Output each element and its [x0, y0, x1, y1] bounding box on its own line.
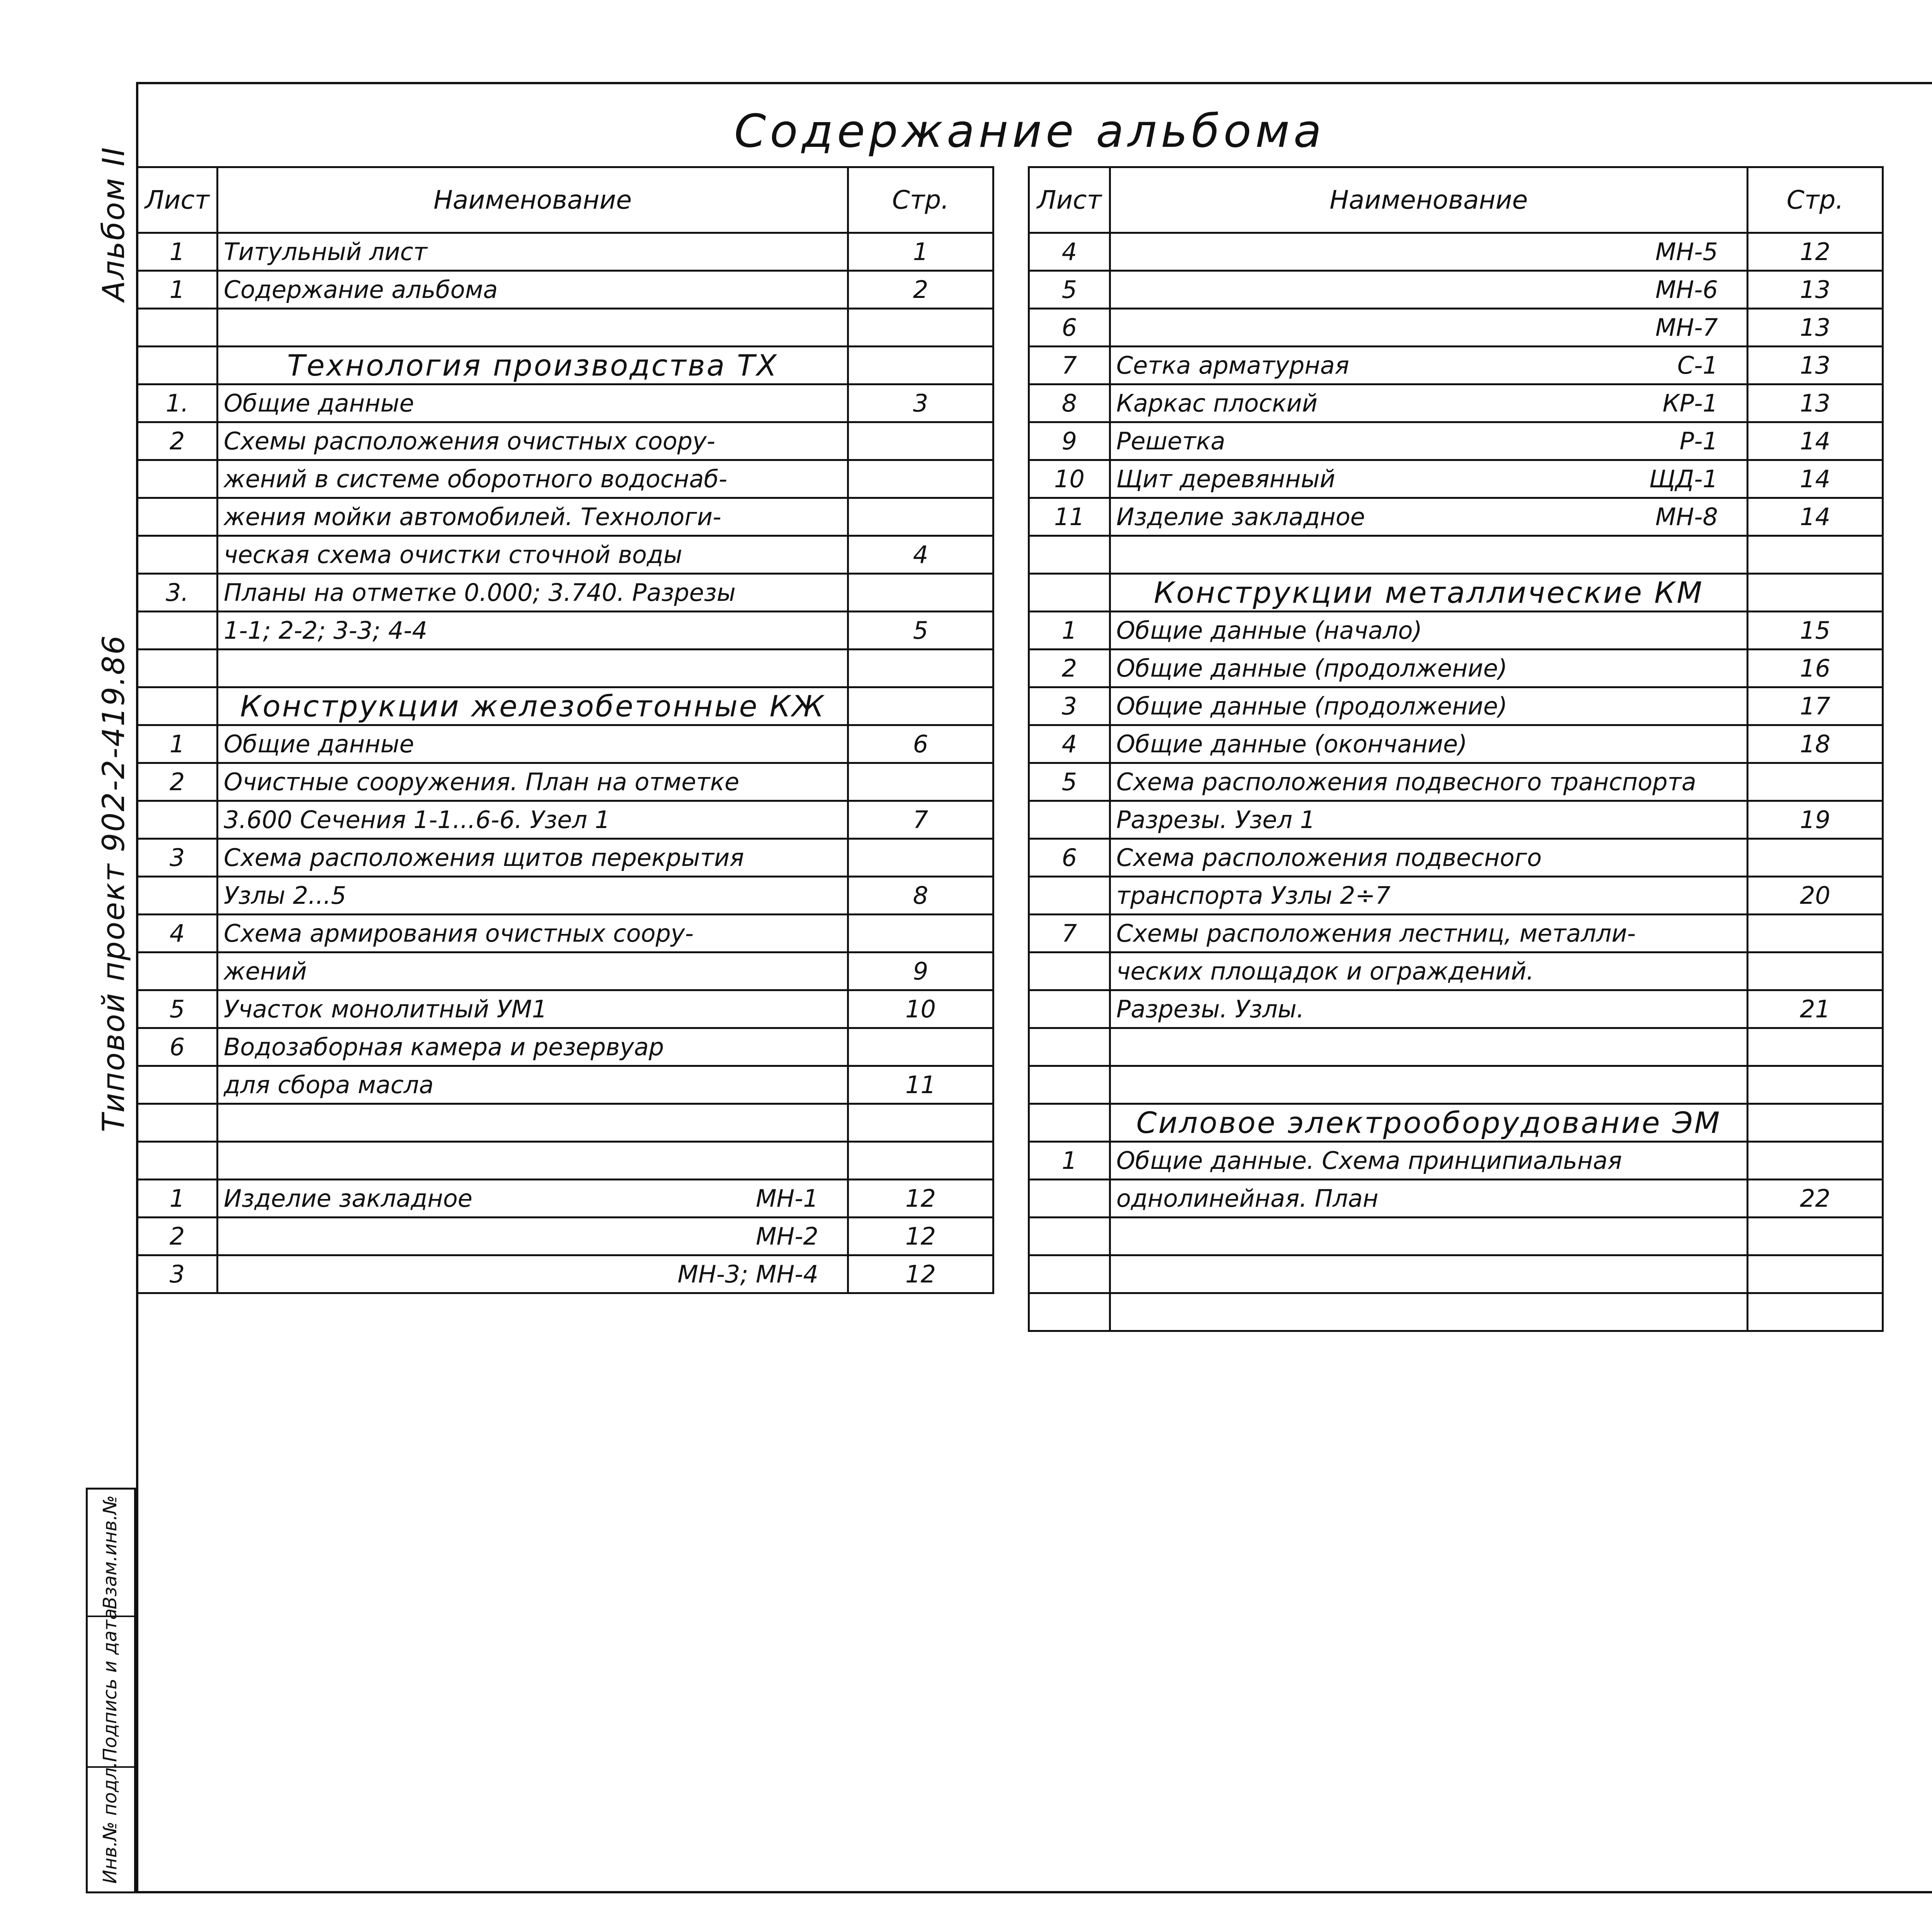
item-name: Планы на отметке 0.000; 3.740. Разрезы	[224, 578, 736, 607]
cell-sheet	[137, 1104, 218, 1142]
cell-sheet: 5	[1029, 271, 1110, 309]
cell-name	[1110, 536, 1748, 574]
table-row	[1029, 915, 1883, 952]
cell-sheet: 9	[1029, 422, 1110, 460]
table-row	[137, 725, 993, 763]
cell-page	[1748, 1142, 1883, 1180]
table-row	[1029, 271, 1883, 309]
item-name: Изделие закладное	[224, 1184, 473, 1213]
cell-name	[218, 612, 848, 650]
cell-name	[1110, 422, 1748, 460]
approval-stamp	[86, 1488, 136, 1893]
item-name: однолинейная. План	[1116, 1184, 1379, 1213]
cell-sheet	[137, 952, 218, 990]
table-row	[137, 233, 993, 271]
cell-name	[1110, 1218, 1748, 1255]
item-name: Схемы расположения очистных соору-	[224, 427, 716, 455]
cell-name	[218, 763, 848, 801]
cell-page: 13	[1748, 347, 1883, 384]
cell-sheet: 2	[137, 422, 218, 460]
cell-sheet: 4	[1029, 725, 1110, 763]
cell-page: 14	[1748, 422, 1883, 460]
item-name: Общие данные (продолжение)	[1116, 654, 1507, 682]
table-row	[1029, 877, 1883, 915]
cell-page: 22	[1748, 1180, 1883, 1218]
section-heading-row	[137, 687, 993, 725]
cell-name	[1110, 1142, 1748, 1180]
table-row	[137, 990, 993, 1028]
cell-name	[218, 725, 848, 763]
cell-sheet: 1	[1029, 1142, 1110, 1180]
cell-sheet: 2	[137, 763, 218, 801]
header-name: Наименование	[1110, 167, 1748, 233]
table-row	[137, 877, 993, 915]
cell-sheet	[137, 347, 218, 384]
item-name: Схема расположения щитов перекрытия	[224, 844, 744, 872]
cell-name	[218, 952, 848, 990]
cell-page: 17	[1748, 687, 1883, 725]
cell-sheet	[137, 612, 218, 650]
cell-sheet: 1	[137, 271, 218, 309]
cell-page: 7	[848, 801, 993, 839]
stamp-label: Подпись и дата	[99, 1608, 121, 1762]
cell-name	[218, 839, 848, 877]
item-name: Решетка	[1116, 427, 1225, 455]
cell-page	[848, 422, 993, 460]
cell-page	[1748, 839, 1883, 877]
cell-sheet	[137, 801, 218, 839]
cell-name	[218, 1218, 848, 1255]
cell-sheet: 1	[1029, 612, 1110, 650]
table-row	[137, 612, 993, 650]
cell-name	[218, 422, 848, 460]
header-page: Стр.	[848, 167, 993, 233]
table-row	[137, 1142, 993, 1180]
stamp-label: Инв.№ подл.	[99, 1762, 121, 1884]
cell-name	[218, 990, 848, 1028]
cell-page: 12	[848, 1255, 993, 1293]
table-row	[137, 915, 993, 952]
header-sheet: Лист	[137, 167, 218, 233]
cell-name	[218, 271, 848, 309]
table-row	[137, 1066, 993, 1104]
cell-sheet	[1029, 574, 1110, 612]
cell-name	[218, 877, 848, 915]
table-row	[1029, 1218, 1883, 1255]
table-row	[137, 650, 993, 687]
cell-name	[1110, 347, 1748, 384]
cell-page: 12	[1748, 233, 1883, 271]
cell-sheet: 2	[137, 1218, 218, 1255]
table-row	[137, 1028, 993, 1066]
cell-page	[1748, 536, 1883, 574]
cell-name	[1110, 839, 1748, 877]
item-name: Общие данные	[224, 389, 414, 417]
cell-page: 8	[848, 877, 993, 915]
header-page: Стр.	[1748, 167, 1883, 233]
item-name: Общие данные	[224, 730, 414, 758]
item-name: Схемы расположения лестниц, металли-	[1116, 919, 1636, 947]
cell-page: 12	[848, 1180, 993, 1218]
cell-sheet	[137, 460, 218, 498]
cell-name	[218, 498, 848, 536]
section-heading-row	[1029, 574, 1883, 612]
cell-name	[1110, 233, 1748, 271]
cell-sheet: 7	[1029, 915, 1110, 952]
album-title: Содержание альбома	[734, 104, 1325, 158]
cell-sheet	[1029, 877, 1110, 915]
cell-sheet	[137, 1142, 218, 1180]
cell-page	[848, 1142, 993, 1180]
cell-sheet: 3	[1029, 687, 1110, 725]
cell-name	[1110, 309, 1748, 347]
cell-sheet	[1029, 990, 1110, 1028]
cell-sheet	[1029, 952, 1110, 990]
cell-sheet: 3.	[137, 574, 218, 612]
item-name: Схема армирования очистных соору-	[224, 919, 694, 947]
cell-name	[218, 309, 848, 347]
table-row	[137, 839, 993, 877]
cell-page	[848, 839, 993, 877]
item-name: Титульный лист	[224, 238, 427, 266]
item-name: Изделие закладное	[1116, 503, 1365, 531]
cell-page: 20	[1748, 877, 1883, 915]
cell-name	[218, 384, 848, 422]
cell-sheet: 8	[1029, 384, 1110, 422]
cell-name	[218, 915, 848, 952]
table-row	[1029, 233, 1883, 271]
table-row	[137, 536, 993, 574]
item-mark: МН-6	[1655, 276, 1718, 304]
cell-sheet: 4	[137, 915, 218, 952]
cell-page	[848, 347, 993, 384]
table-row	[1029, 990, 1883, 1028]
item-name: Схема расположения подвесного транспорта	[1116, 768, 1696, 796]
cell-name	[218, 1180, 848, 1218]
cell-page: 19	[1748, 801, 1883, 839]
cell-sheet: 4	[1029, 233, 1110, 271]
cell-name	[218, 233, 848, 271]
cell-name	[1110, 990, 1748, 1028]
table-row	[1029, 460, 1883, 498]
cell-sheet: 5	[137, 990, 218, 1028]
cell-sheet	[1029, 1028, 1110, 1066]
cell-sheet	[1029, 1293, 1110, 1331]
stamp-cell	[88, 1762, 134, 1891]
item-name: Каркас плоский	[1116, 389, 1318, 417]
cell-sheet: 2	[1029, 650, 1110, 687]
table-row	[137, 801, 993, 839]
cell-sheet	[137, 498, 218, 536]
cell-name	[1110, 384, 1748, 422]
side-album-label: Альбом II	[97, 146, 131, 301]
item-name: 1-1; 2-2; 3-3; 4-4	[224, 616, 427, 645]
cell-page	[848, 574, 993, 612]
cell-sheet	[1029, 1218, 1110, 1255]
table-row	[1029, 384, 1883, 422]
cell-name	[218, 574, 848, 612]
table-row	[1029, 725, 1883, 763]
cell-sheet	[1029, 1066, 1110, 1104]
table-row	[1029, 839, 1883, 877]
cell-page	[848, 460, 993, 498]
cell-page	[848, 915, 993, 952]
section-heading: Технология производства ТХ	[218, 347, 848, 384]
item-mark: МН-8	[1655, 503, 1718, 531]
cell-name	[1110, 271, 1748, 309]
cell-sheet	[137, 687, 218, 725]
item-name: для сбора масла	[224, 1071, 434, 1099]
cell-name	[1110, 725, 1748, 763]
table-row	[1029, 952, 1883, 990]
cell-sheet: 3	[137, 1255, 218, 1293]
item-name: Сетка арматурная	[1116, 351, 1349, 379]
cell-name	[218, 1255, 848, 1293]
cell-name	[1110, 801, 1748, 839]
cell-name	[1110, 687, 1748, 725]
table-header-row	[137, 167, 993, 233]
table-row	[1029, 1255, 1883, 1293]
cell-name	[1110, 1028, 1748, 1066]
cell-page: 15	[1748, 612, 1883, 650]
cell-sheet: 3	[137, 839, 218, 877]
cell-page	[1748, 952, 1883, 990]
section-heading: Конструкции металлические КМ	[1110, 574, 1748, 612]
header-sheet: Лист	[1029, 167, 1110, 233]
table-row	[1029, 612, 1883, 650]
table-row	[137, 460, 993, 498]
cell-page: 9	[848, 952, 993, 990]
contents-body-right	[1029, 233, 1883, 1331]
table-row	[137, 1218, 993, 1255]
side-project-label: Типовой проект 902-2-419.86	[97, 634, 131, 1132]
item-mark: С-1	[1677, 351, 1718, 379]
cell-name	[218, 536, 848, 574]
item-name: ческая схема очистки сточной воды	[224, 541, 682, 569]
cell-sheet	[1029, 1104, 1110, 1142]
table-row	[1029, 1028, 1883, 1066]
item-mark: МН-2	[756, 1222, 818, 1250]
cell-page: 10	[848, 990, 993, 1028]
cell-sheet	[1029, 801, 1110, 839]
section-heading-row	[137, 347, 993, 384]
cell-page: 2	[848, 271, 993, 309]
item-name: Щит деревянный	[1116, 465, 1335, 493]
cell-page	[1748, 1066, 1883, 1104]
cell-sheet: 1.	[137, 384, 218, 422]
item-name: Узлы 2...5	[224, 881, 347, 910]
item-name: Общие данные. Схема принципиальная	[1116, 1146, 1622, 1175]
item-name: Водозаборная камера и резервуар	[224, 1033, 664, 1061]
cell-page	[848, 309, 993, 347]
cell-sheet: 5	[1029, 763, 1110, 801]
cell-page	[848, 1104, 993, 1142]
cell-page	[1748, 574, 1883, 612]
cell-name	[218, 801, 848, 839]
item-name: Очистные сооружения. План на отметке	[224, 768, 740, 796]
item-name: ческих площадок и ограждений.	[1116, 957, 1534, 985]
cell-page	[1748, 1218, 1883, 1255]
table-row	[1029, 763, 1883, 801]
stamp-cell	[88, 1608, 134, 1768]
cell-name	[1110, 650, 1748, 687]
table-row	[137, 952, 993, 990]
table-row	[1029, 347, 1883, 384]
cell-page: 14	[1748, 498, 1883, 536]
cell-page	[848, 498, 993, 536]
item-name: Разрезы. Узел 1	[1116, 806, 1315, 834]
item-mark: МН-7	[1655, 313, 1718, 342]
cell-name	[218, 1142, 848, 1180]
cell-page: 16	[1748, 650, 1883, 687]
table-row	[1029, 1066, 1883, 1104]
cell-name	[218, 1066, 848, 1104]
table-row	[1029, 1293, 1883, 1331]
cell-page: 5	[848, 612, 993, 650]
cell-name	[1110, 1255, 1748, 1293]
cell-sheet	[1029, 536, 1110, 574]
cell-sheet: 6	[1029, 839, 1110, 877]
cell-sheet	[1029, 1180, 1110, 1218]
cell-page	[848, 763, 993, 801]
cell-sheet: 1	[137, 1180, 218, 1218]
cell-name	[1110, 1293, 1748, 1331]
stamp-label: Взам.инв.№	[99, 1495, 121, 1609]
table-row	[137, 271, 993, 309]
table-row	[137, 1180, 993, 1218]
table-row	[1029, 687, 1883, 725]
cell-page: 4	[848, 536, 993, 574]
table-row	[137, 309, 993, 347]
item-mark: МН-5	[1655, 238, 1718, 266]
cell-name	[1110, 460, 1748, 498]
contents-table-left	[136, 166, 994, 1294]
table-row	[1029, 309, 1883, 347]
cell-page	[1748, 1293, 1883, 1331]
item-mark: МН-1	[756, 1184, 818, 1213]
cell-page	[1748, 763, 1883, 801]
table-row	[137, 498, 993, 536]
cell-page	[848, 650, 993, 687]
item-mark: ЩД-1	[1649, 465, 1718, 493]
cell-page	[1748, 915, 1883, 952]
table-row	[1029, 498, 1883, 536]
cell-name	[218, 460, 848, 498]
cell-name	[218, 1028, 848, 1066]
cell-page	[848, 1028, 993, 1066]
cell-page: 14	[1748, 460, 1883, 498]
item-mark: МН-3; МН-4	[677, 1260, 818, 1288]
item-name: Общие данные (продолжение)	[1116, 692, 1507, 720]
item-name: Содержание альбома	[224, 276, 498, 304]
item-mark: Р-1	[1679, 427, 1718, 455]
cell-page: 6	[848, 725, 993, 763]
item-name: транспорта Узлы 2÷7	[1116, 881, 1391, 910]
cell-name	[1110, 952, 1748, 990]
table-row	[1029, 801, 1883, 839]
cell-page: 12	[848, 1218, 993, 1255]
header-name: Наименование	[218, 167, 848, 233]
table-header-row	[1029, 167, 1883, 233]
cell-name	[1110, 1180, 1748, 1218]
item-name: Схема расположения подвесного	[1116, 844, 1542, 872]
cell-page: 18	[1748, 725, 1883, 763]
item-name: жений в системе оборотного водоснаб-	[224, 465, 728, 493]
cell-page: 1	[848, 233, 993, 271]
cell-sheet	[137, 1066, 218, 1104]
contents-table-right	[1028, 166, 1884, 1332]
item-name: Общие данные (окончание)	[1116, 730, 1468, 758]
table-row	[137, 422, 993, 460]
contents-body-left	[137, 233, 993, 1293]
cell-sheet: 6	[1029, 309, 1110, 347]
cell-sheet: 11	[1029, 498, 1110, 536]
cell-page	[848, 687, 993, 725]
item-name: Участок монолитный УМ1	[224, 995, 548, 1023]
cell-name	[1110, 763, 1748, 801]
cell-sheet: 6	[137, 1028, 218, 1066]
cell-page: 11	[848, 1066, 993, 1104]
item-name: Общие данные (начало)	[1116, 616, 1422, 645]
cell-sheet: 1	[137, 725, 218, 763]
cell-name	[1110, 1066, 1748, 1104]
table-row	[137, 384, 993, 422]
cell-page: 13	[1748, 384, 1883, 422]
item-mark: КР-1	[1662, 389, 1718, 417]
cell-page	[1748, 1255, 1883, 1293]
item-name: жения мойки автомобилей. Технологи-	[224, 503, 721, 531]
item-name: жений	[224, 957, 307, 985]
table-row	[137, 763, 993, 801]
table-row	[1029, 1180, 1883, 1218]
cell-page	[1748, 1104, 1883, 1142]
cell-name	[1110, 915, 1748, 952]
cell-sheet: 1	[137, 233, 218, 271]
section-heading: Конструкции железобетонные КЖ	[218, 687, 848, 725]
table-row	[1029, 536, 1883, 574]
cell-name	[1110, 498, 1748, 536]
cell-sheet	[1029, 1255, 1110, 1293]
cell-page: 3	[848, 384, 993, 422]
section-heading-row	[1029, 1104, 1883, 1142]
item-name: Разрезы. Узлы.	[1116, 995, 1304, 1023]
cell-name	[218, 1104, 848, 1142]
cell-page	[1748, 1028, 1883, 1066]
cell-page: 13	[1748, 309, 1883, 347]
table-row	[137, 1255, 993, 1293]
cell-sheet: 10	[1029, 460, 1110, 498]
cell-sheet	[137, 650, 218, 687]
cell-name	[1110, 612, 1748, 650]
table-row	[1029, 1142, 1883, 1180]
section-heading: Силовое электрооборудование ЭМ	[1110, 1104, 1748, 1142]
table-row	[137, 1104, 993, 1142]
cell-name	[218, 650, 848, 687]
item-name: 3.600 Сечения 1-1...6-6. Узел 1	[224, 806, 610, 834]
cell-page: 13	[1748, 271, 1883, 309]
stamp-cell	[88, 1490, 134, 1617]
table-row	[137, 574, 993, 612]
cell-sheet	[137, 536, 218, 574]
cell-sheet: 7	[1029, 347, 1110, 384]
cell-name	[1110, 877, 1748, 915]
table-row	[1029, 422, 1883, 460]
cell-sheet	[137, 877, 218, 915]
table-row	[1029, 650, 1883, 687]
cell-sheet	[137, 309, 218, 347]
cell-page: 21	[1748, 990, 1883, 1028]
